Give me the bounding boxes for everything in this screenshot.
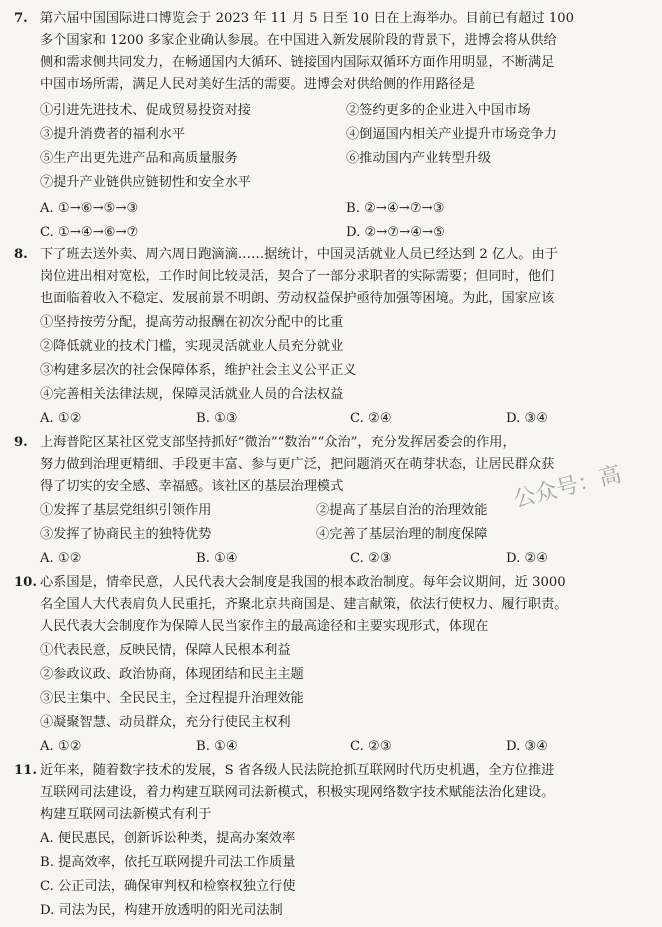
question-number: 11.: [14, 763, 37, 778]
answer-option-b[interactable]: B. ①③: [196, 411, 238, 426]
answer-option-c[interactable]: C. ②③: [350, 551, 392, 566]
answer-option-d[interactable]: D. ③④: [506, 411, 549, 426]
question-stem-line: 互联网司法建设，着力构建互联网司法新模式，积极实现网络数字技术赋能法治化建设。: [40, 785, 555, 800]
statement-item: ②参政议政、政治协商，体现团结和民主主题: [40, 667, 304, 682]
question-stem-line: 上海普陀区某社区党支部坚持抓好“微治”“数治”“众治”，充分发挥居委会的作用，: [40, 435, 516, 450]
statement-item: ②签约更多的企业进入中国市场: [346, 103, 531, 118]
statement-item: ③民主集中、全民民主，全过程提升治理效能: [40, 691, 304, 706]
question-stem-line: 人民代表大会制度作为保障人民当家作主的最高途径和主要实现形式，体现在: [40, 619, 489, 634]
statement-item: ①代表民意，反映民情，保障人民根本利益: [40, 643, 291, 658]
answer-option-c[interactable]: C. ②④: [350, 411, 392, 426]
question-number: 7.: [14, 11, 28, 26]
answer-option-b[interactable]: B. 提高效率，依托互联网提升司法工作质量: [40, 855, 296, 870]
question-stem-line: 也面临着收入不稳定、发展前景不明朗、劳动权益保护亟待加强等困境。为此，国家应该: [40, 291, 555, 306]
answer-option-b[interactable]: B. ①④: [196, 551, 238, 566]
statement-item: ④完善相关法律法规，保障灵活就业人员的合法权益: [40, 387, 344, 402]
statement-item: ①发挥了基层党组织引领作用: [40, 503, 212, 518]
answer-option-c[interactable]: C. ①→④→⑥→⑦: [40, 225, 139, 240]
answer-option-a[interactable]: A. 便民惠民，创新诉讼种类，提高办案效率: [40, 831, 296, 846]
answer-option-b[interactable]: B. ②→④→⑦→③: [346, 201, 445, 216]
question-stem-line: 得了切实的安全感、幸福感。该社区的基层治理模式: [40, 479, 344, 494]
question-stem-line: 近年来，随着数字技术的发展，S 省各级人民法院抢抓互联网时代历史机遇，全方位推进: [40, 763, 555, 778]
question-stem-line: 构建互联网司法新模式有利于: [40, 807, 212, 822]
statement-item: ⑥推动国内产业转型升级: [346, 151, 492, 166]
statement-item: ⑤生产出更先进产品和高质量服务: [40, 151, 238, 166]
question-stem-line: 第六届中国国际进口博览会于 2023 年 11 月 5 日至 10 日在上海举办。目前已有超过 100: [40, 11, 575, 26]
question-number: 8.: [14, 247, 28, 262]
answer-option-c[interactable]: C. ②③: [350, 739, 392, 754]
question-stem-line: 中国市场所需，满足人民对美好生活的需要。进博会对供给侧的作用路径是: [40, 77, 476, 92]
answer-option-c[interactable]: C. 公正司法，确保审判权和检察权独立行使: [40, 879, 296, 894]
question-number: 9.: [14, 435, 28, 450]
answer-option-a[interactable]: A. ①②: [40, 411, 82, 426]
statement-item: ③发挥了协商民主的独特优势: [40, 527, 212, 542]
answer-option-a[interactable]: A. ①→⑥→⑤→③: [40, 201, 139, 216]
statement-item: ④凝聚智慧、动员群众，充分行使民主权利: [40, 715, 291, 730]
question-stem-line: 多个国家和 1200 多家企业确认参展。在中国进入新发展阶段的背景下，进博会将从供给: [40, 33, 557, 48]
question-stem-line: 侧和需求侧共同发力，在畅通国内大循环、链接国内国际双循环方面作用明显，不断满足: [40, 55, 555, 70]
question-stem-line: 努力做到治理更精细、手段更丰富、参与更广泛，把问题消灭在萌芽状态，让居民群众获: [40, 457, 555, 472]
answer-option-d[interactable]: D. ②④: [506, 551, 549, 566]
statement-item: ⑦提升产业链供应链韧性和安全水平: [40, 175, 251, 190]
question-stem-line: 下了班去送外卖、周六周日跑滴滴……据统计，中国灵活就业人员已经达到 2 亿人。由于: [40, 247, 558, 262]
answer-option-d[interactable]: D. 司法为民，构建开放透明的阳光司法制: [40, 903, 283, 918]
question-stem-line: 心系国是，情牵民意，人民代表大会制度是我国的根本政治制度。每年会议期间，近 3000: [40, 575, 566, 590]
statement-item: ③构建多层次的社会保障体系，维护社会主义公平正义: [40, 363, 357, 378]
statement-item: ②提高了基层自治的治理效能: [316, 503, 488, 518]
answer-option-b[interactable]: B. ①④: [196, 739, 238, 754]
statement-item: ①坚持按劳分配，提高劳动报酬在初次分配中的比重: [40, 315, 344, 330]
answer-option-a[interactable]: A. ①②: [40, 739, 82, 754]
statement-item: ④完善了基层治理的制度保障: [316, 527, 488, 542]
statement-item: ③提升消费者的福利水平: [40, 127, 186, 142]
statement-item: ①引进先进技术、促成贸易投资对接: [40, 103, 251, 118]
answer-option-d[interactable]: D. ②→⑦→④→⑤: [346, 225, 445, 240]
statement-item: ②降低就业的技术门槛，实现灵活就业人员充分就业: [40, 339, 344, 354]
question-stem-line: 岗位进出相对宽松，工作时间比较灵活，契合了一部分求职者的实际需要；但同时，他们: [40, 269, 555, 284]
watermark: 公众号：高: [511, 462, 624, 513]
question-stem-line: 名全国人大代表肩负人民重托，齐聚北京共商国是、建言献策，依法行使权力、履行职责。: [40, 597, 568, 612]
answer-option-d[interactable]: D. ③④: [506, 739, 549, 754]
question-number: 10.: [14, 575, 37, 590]
statement-item: ④倒逼国内相关产业提升市场竞争力: [346, 127, 557, 142]
answer-option-a[interactable]: A. ①②: [40, 551, 82, 566]
